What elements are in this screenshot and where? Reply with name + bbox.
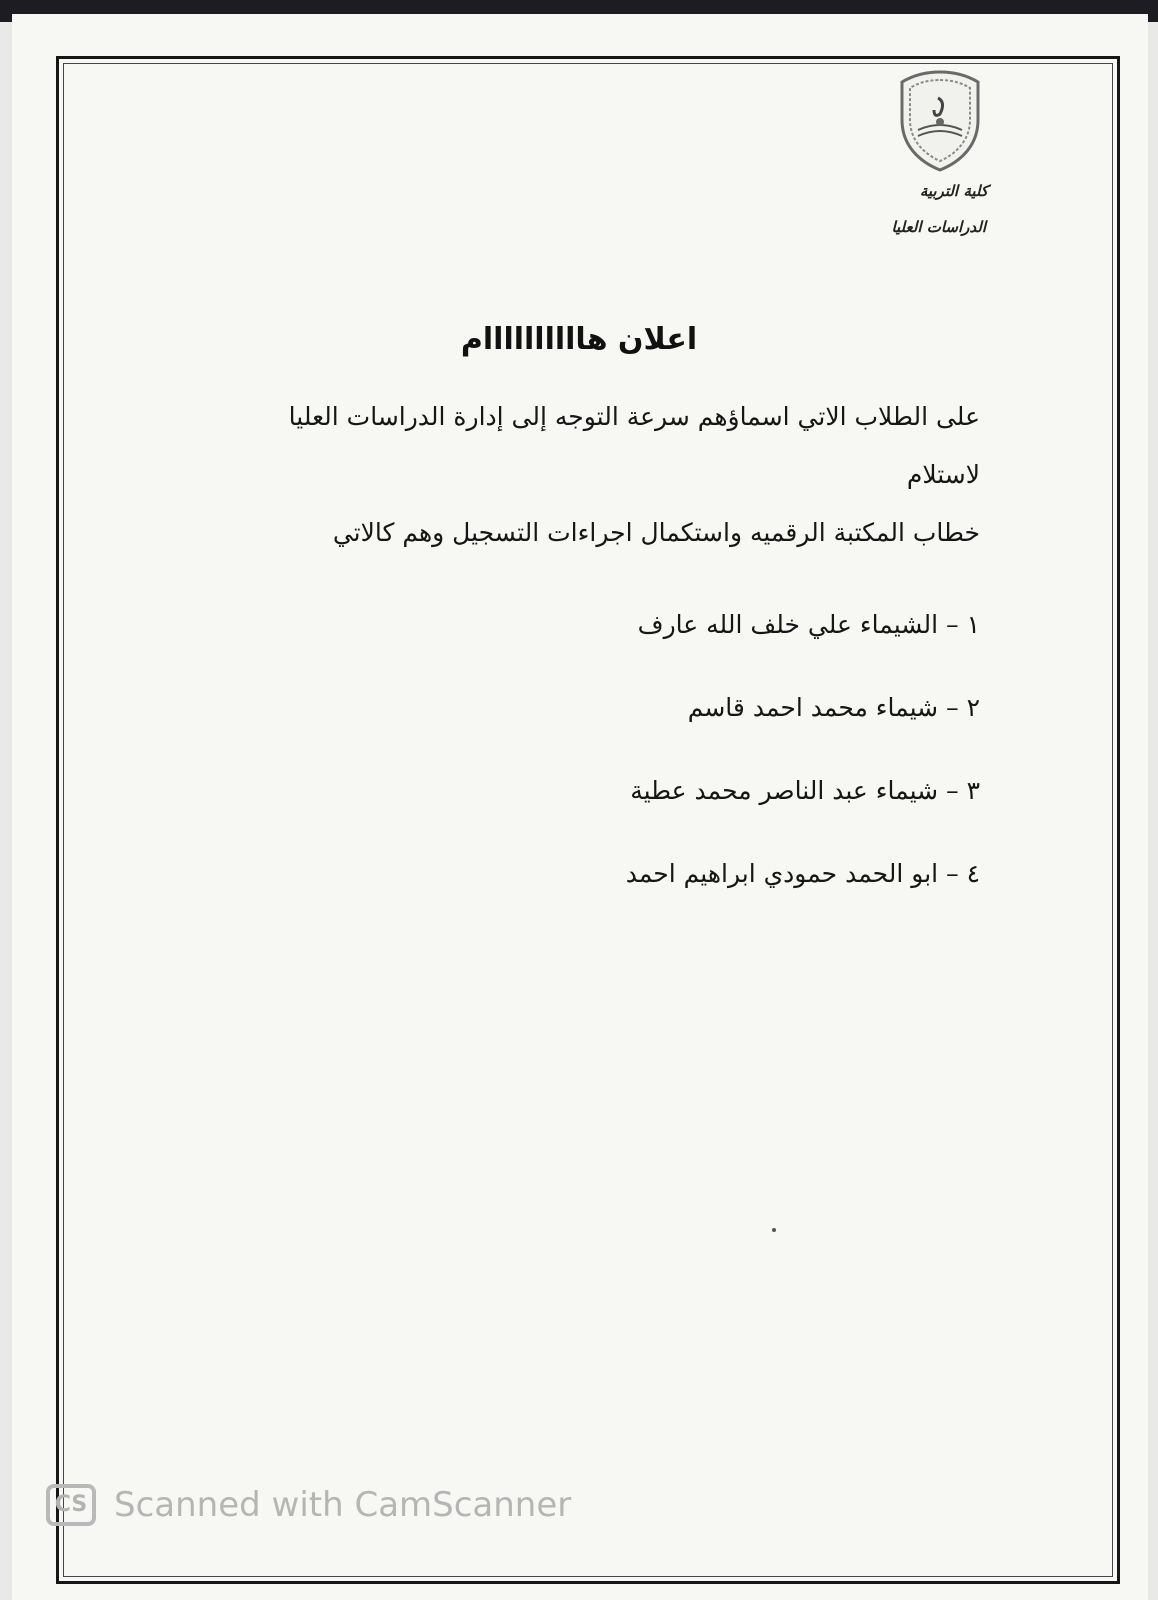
- paragraph-line: خطاب المكتبة الرقميه واستكمال اجراءات التسجيل وهم كالاتي: [332, 518, 980, 547]
- item-number: ٣ –: [946, 776, 980, 805]
- announcement-title: اعلان هاااااااااام: [460, 322, 698, 357]
- list-item: [460, 610, 980, 693]
- announcement-paragraph: [220, 388, 980, 562]
- student-name: ابو الحمد حمودي ابراهيم احمد: [625, 859, 939, 888]
- paragraph-line: على الطلاب الاتي اسماؤهم سرعة التوجه إلى إدارة الدراسات العليا لاستلام: [288, 402, 980, 489]
- university-crest-logo: [894, 68, 986, 174]
- student-name: شيماء محمد احمد قاسم: [687, 693, 939, 722]
- list-item: [460, 859, 980, 942]
- student-list: [460, 610, 980, 942]
- item-number: ٢ –: [946, 693, 980, 722]
- scanner-watermark: Scanned with CamScanner: [114, 1485, 572, 1525]
- list-item: [460, 693, 980, 776]
- faculty-name: كلية التربية: [919, 182, 988, 200]
- camscanner-logo-icon: CS: [46, 1484, 96, 1526]
- list-item: [460, 776, 980, 859]
- item-number: ١ –: [946, 610, 980, 639]
- scan-speck: [772, 1228, 776, 1232]
- student-name: شيماء عبد الناصر محمد عطية: [630, 776, 939, 805]
- item-number: ٤ –: [946, 859, 980, 888]
- department-name: الدراسات العليا: [891, 218, 986, 236]
- student-name: الشيماء علي خلف الله عارف: [637, 610, 939, 639]
